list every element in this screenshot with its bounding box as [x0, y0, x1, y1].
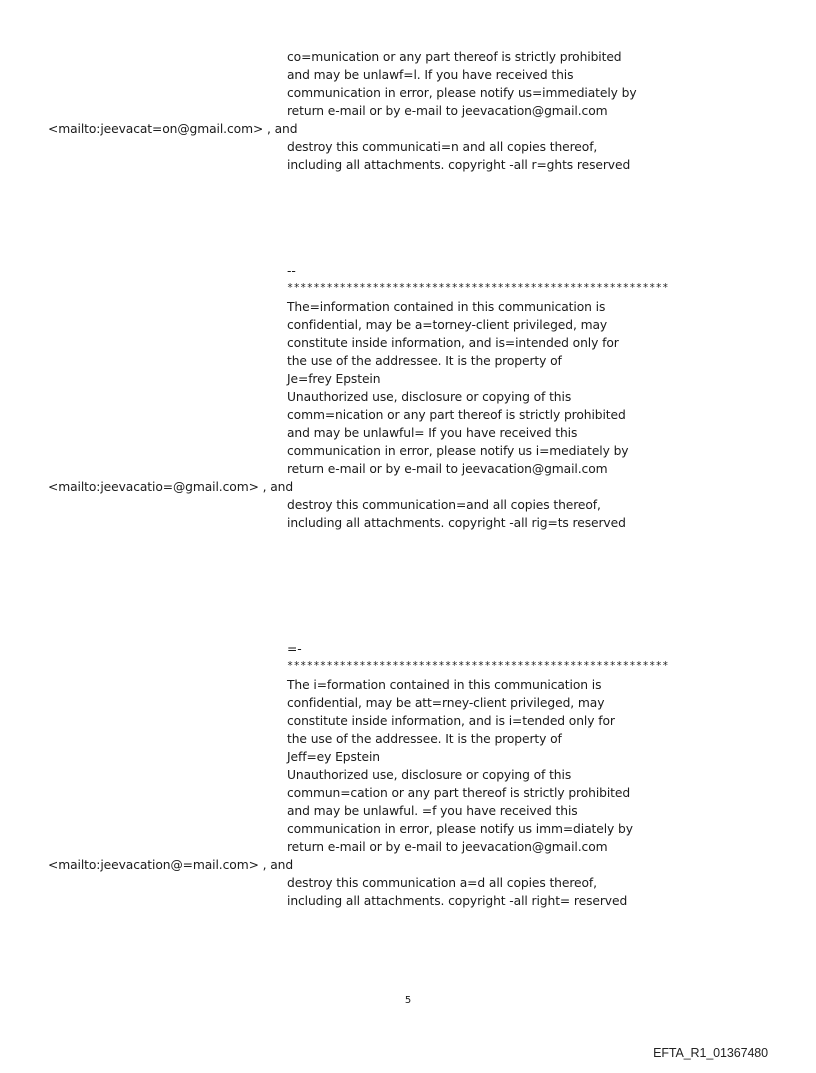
- body-text-line: return e-mail or by e-mail to jeevacation@gmail.com: [287, 104, 608, 118]
- separator-stars: **********************************************************: [287, 661, 669, 672]
- body-text-line: confidential, may be a=torney-client privileged, may: [287, 318, 608, 332]
- body-text-line: destroy this communication a=d all copies thereof,: [287, 876, 597, 890]
- mailto-line: <mailto:jeevacat=on@gmail.com> , and: [48, 122, 298, 136]
- body-text-line: including all attachments. copyright -all right= reserved: [287, 894, 628, 908]
- body-text-line: including all attachments. copyright -all r=ghts reserved: [287, 158, 631, 172]
- body-text-line: Jeff=ey Epstein: [287, 750, 380, 764]
- body-text-line: confidential, may be att=rney-client privileged, may: [287, 696, 605, 710]
- mailto-line: <mailto:jeevacation@=mail.com> , and: [48, 858, 294, 872]
- body-text-line: and may be unlawf=l. If you have received this: [287, 68, 574, 82]
- body-text-line: and may be unlawful= If you have received this: [287, 426, 578, 440]
- body-text-line: destroy this communication=and all copies thereof,: [287, 498, 601, 512]
- separator-dash: =-: [287, 642, 302, 656]
- separator-stars: **********************************************************: [287, 283, 669, 294]
- body-text-line: the use of the addressee. It is the property of: [287, 732, 562, 746]
- body-text-line: Unauthorized use, disclosure or copying of this: [287, 390, 572, 404]
- body-text-line: return e-mail or by e-mail to jeevacation@gmail.com: [287, 840, 608, 854]
- body-text-line: the use of the addressee. It is the property of: [287, 354, 562, 368]
- body-text-line: co=munication or any part thereof is strictly prohibited: [287, 50, 622, 64]
- body-text-line: destroy this communicati=n and all copies thereof,: [287, 140, 598, 154]
- body-text-line: constitute inside information, and is=intended only for: [287, 336, 619, 350]
- document-id-footer: EFTA_R1_01367480: [653, 1046, 768, 1060]
- body-text-line: commun=cation or any part thereof is strictly prohibited: [287, 786, 631, 800]
- body-text-line: communication in error, please notify us=immediately by: [287, 86, 637, 100]
- separator-dash: --: [287, 264, 296, 278]
- body-text-line: Unauthorized use, disclosure or copying of this: [287, 768, 572, 782]
- body-text-line: Je=frey Epstein: [287, 372, 381, 386]
- body-text-line: constitute inside information, and is i=tended only for: [287, 714, 615, 728]
- body-text-line: comm=nication or any part thereof is strictly prohibited: [287, 408, 626, 422]
- page-number: 5: [404, 995, 412, 1006]
- mailto-line: <mailto:jeevacatio=@gmail.com> , and: [48, 480, 294, 494]
- body-text-line: and may be unlawful. =f you have received this: [287, 804, 578, 818]
- body-text-line: communication in error, please notify us imm=diately by: [287, 822, 633, 836]
- body-text-line: including all attachments. copyright -all rig=ts reserved: [287, 516, 626, 530]
- body-text-line: communication in error, please notify us i=mediately by: [287, 444, 629, 458]
- body-text-line: The=information contained in this communication is: [287, 300, 606, 314]
- body-text-line: return e-mail or by e-mail to jeevacation@gmail.com: [287, 462, 608, 476]
- body-text-line: The i=formation contained in this communication is: [287, 678, 602, 692]
